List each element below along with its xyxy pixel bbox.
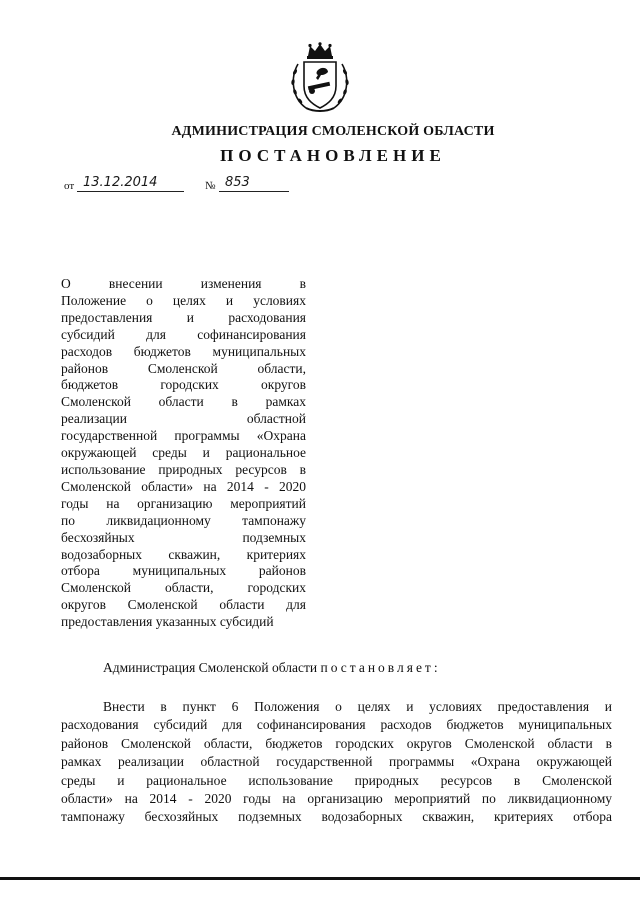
subject-line: районов Смоленской области, (61, 360, 306, 376)
subject-line: реализации областной (61, 411, 306, 427)
resolution-lead (103, 660, 441, 676)
subject-line: использование природных ресурсов в (61, 461, 306, 477)
subject-line: субсидий для софинансирования (61, 326, 306, 342)
coat-of-arms-icon (288, 42, 352, 114)
subject-line: по ликвидационному тампонажу (61, 512, 306, 528)
body-line: Внести в пункт 6 Положения о целях и условиях предоставления и (103, 699, 612, 714)
subject-line: Смоленской области в рамках (61, 394, 306, 410)
body-line: районов Смоленской области, бюджетов городских округов Смоленской области в (61, 735, 612, 751)
subject-line: Смоленской области» на 2014 - 2020 (61, 478, 306, 494)
number-value: 853 (219, 175, 289, 192)
subject-line: бюджетов городских округов (61, 377, 306, 393)
subject-line: окружающей среды и рациональное (61, 445, 306, 461)
date-value: 13.12.2014 (77, 175, 184, 192)
subject-line: бесхозяйных подземных (61, 529, 306, 545)
body-line: рамках реализации областной государственной программы «Охрана окружающей (61, 754, 612, 770)
subject-line: Смоленской области, городских (61, 580, 306, 596)
body-line: тампонажу бесхозяйных подземных водозаборных скважин, критериях отбора (61, 809, 612, 825)
subject-line: государственной программы «Охрана (61, 428, 306, 444)
lead-prefix: Администрация Смоленской области (103, 660, 321, 675)
date-label: от (64, 180, 75, 192)
organization-name: АДМИНИСТРАЦИЯ СМОЛЕНСКОЙ ОБЛАСТИ (171, 124, 495, 139)
body-line: расходования субсидий для софинансирования расходов бюджетов муниципальных (61, 717, 612, 733)
resolution-body (61, 698, 612, 827)
subject-line: О внесении изменения в (61, 276, 306, 291)
subject-line: Положение о целях и условиях (61, 292, 306, 308)
subject-line: отбора муниципальных районов (61, 563, 306, 579)
document-type-title: ПОСТАНОВЛЕНИЕ (220, 146, 446, 165)
lead-verb: постановляет: (320, 660, 441, 675)
page-bottom-border (0, 877, 640, 880)
registration-line (64, 176, 304, 192)
subject-line: годы на организацию мероприятий (61, 495, 306, 511)
subject-line: расходов бюджетов муниципальных (61, 343, 306, 359)
body-line: среды и рациональное использование природных ресурсов в Смоленской (61, 772, 612, 788)
subject-line: округов Смоленской области для (61, 597, 306, 613)
document-subject (61, 276, 306, 631)
body-line: области» на 2014 - 2020 годы на организацию мероприятий по ликвидационному (61, 791, 612, 807)
subject-line: водозаборных скважин, критериях (61, 546, 306, 562)
subject-line: предоставления указанных субсидий (61, 614, 274, 630)
subject-line: предоставления и расходования (61, 309, 306, 325)
number-label: № (205, 180, 216, 192)
